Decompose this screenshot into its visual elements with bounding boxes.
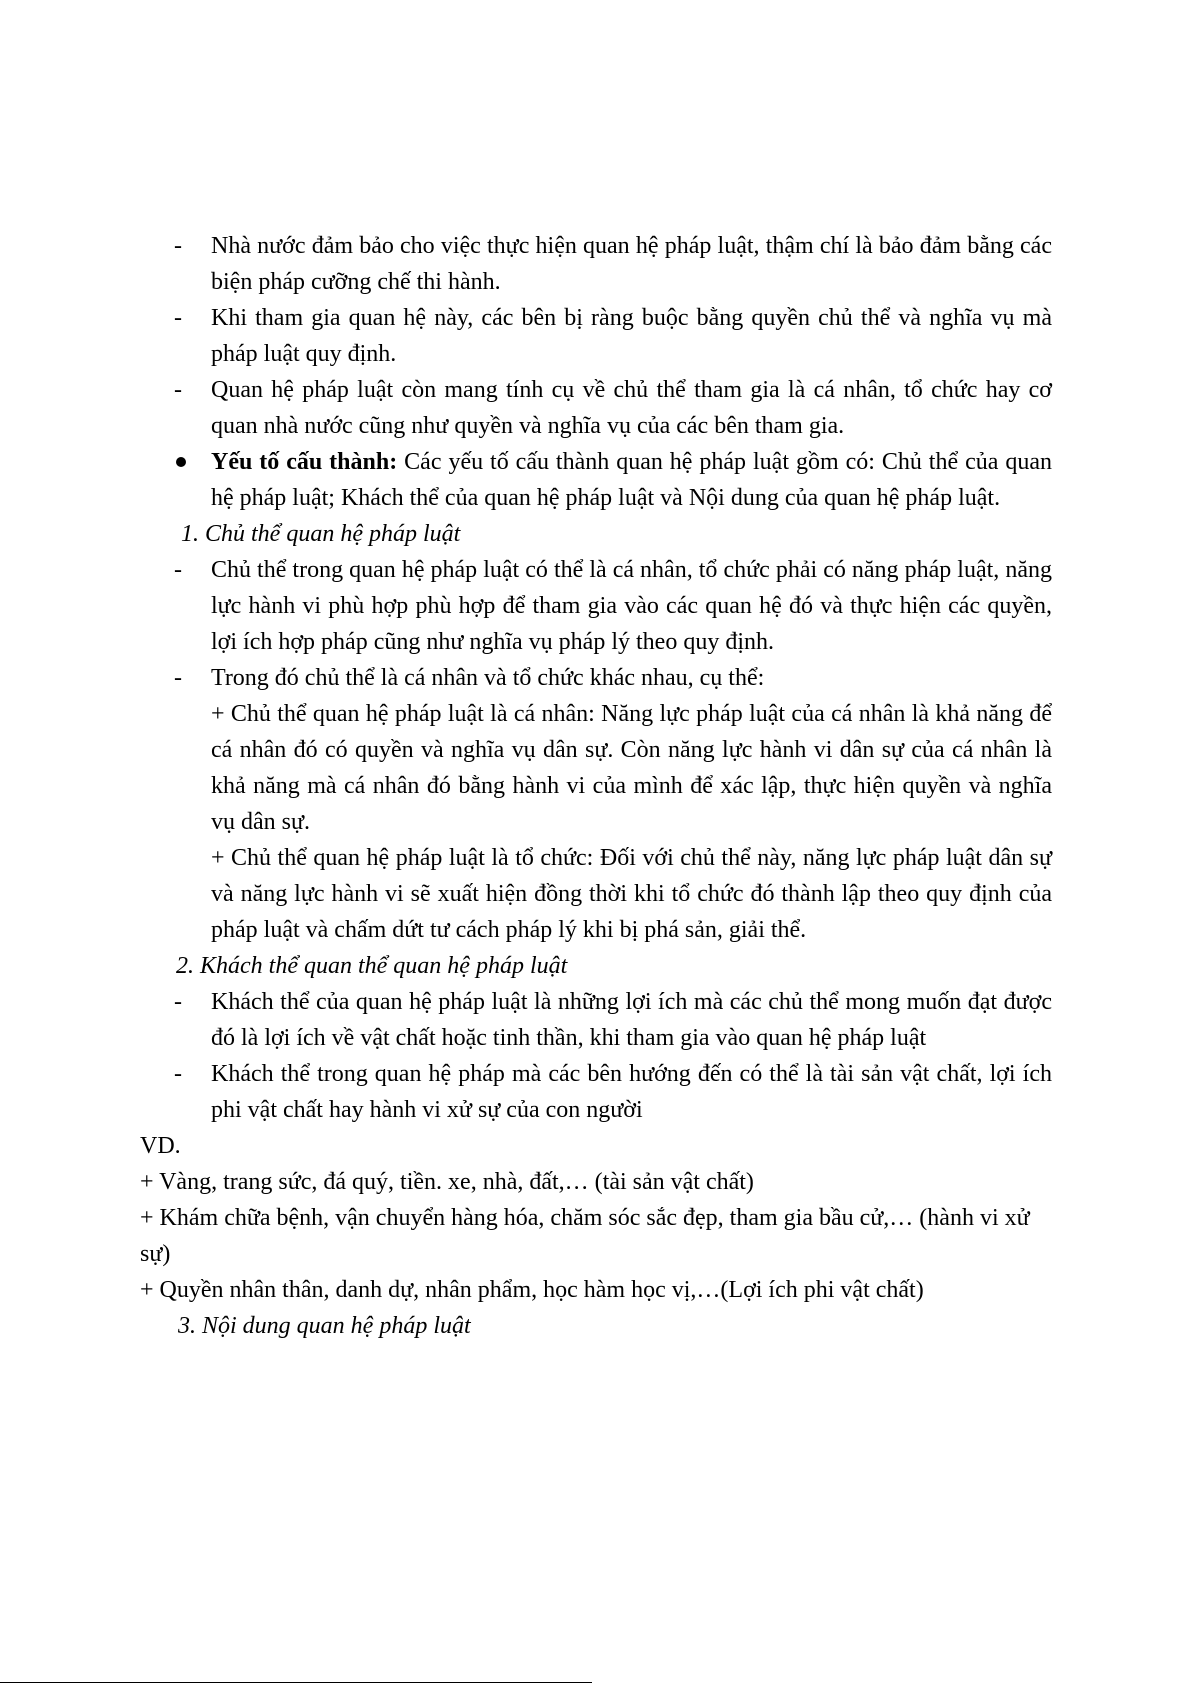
- document-body: [140, 228, 1052, 1344]
- components-text: Các yếu tố cấu thành quan hệ pháp luật gồm có: Chủ thể của quan hệ pháp luật; Khách thể của quan hệ pháp luật và Nội dung của quan hệ pháp luật.: [211, 449, 1052, 511]
- list-item: [140, 660, 1052, 696]
- subpoint-organization: + Chủ thể quan hệ pháp luật là tổ chức: Đối với chủ thể này, năng lực pháp luật dân sự và năng lực hành vi sẽ xuất hiện đồng thời khi tổ chức đó thành lập theo quy định của pháp luật và chấm dứt tư cách pháp lý khi bị phá sản, giải thể.: [211, 845, 1052, 943]
- list-item: [140, 372, 1052, 444]
- example-line: + Quyền nhân thân, danh dự, nhân phẩm, học hàm học vị,…(Lợi ích phi vật chất): [140, 1277, 924, 1303]
- list-item: [140, 228, 1052, 300]
- list-item-text: Khách thể của quan hệ pháp luật là những lợi ích mà các chủ thể mong muốn đạt được đó là lợi ích về vật chất hoặc tinh thần, khi tham gia vào quan hệ pháp luật: [211, 989, 1052, 1051]
- section-2-heading: 2. Khách thể quan thể quan hệ pháp luật: [176, 953, 568, 979]
- section-1-heading: 1. Chủ thể quan hệ pháp luật: [181, 521, 461, 547]
- list-item-text: Nhà nước đảm bảo cho việc thực hiện quan hệ pháp luật, thậm chí là bảo đảm bằng các biện pháp cưỡng chế thi hành.: [211, 233, 1052, 295]
- section-3-heading: 3. Nội dung quan hệ pháp luật: [178, 1313, 471, 1339]
- example-line: + Vàng, trang sức, đá quý, tiền. xe, nhà, đất,… (tài sản vật chất): [140, 1169, 754, 1195]
- components-label: Yếu tố cấu thành:: [211, 449, 398, 475]
- list-item-text: Khi tham gia quan hệ này, các bên bị ràng buộc bằng quyền chủ thể và nghĩa vụ mà pháp luật quy định.: [211, 305, 1052, 367]
- subpoint-individual: + Chủ thể quan hệ pháp luật là cá nhân: Năng lực pháp luật của cá nhân là khả năng để cá nhân đó có quyền và nghĩa vụ dân sự. Còn năng lực hành vi dân sự của cá nhân là khả năng mà cá nhân đó bằng hành vi của mình để xác lập, thực hiện quyền và nghĩa vụ dân sự.: [211, 701, 1052, 835]
- list-item: [140, 552, 1052, 660]
- dash-marker: -: [174, 305, 182, 331]
- dash-marker: -: [174, 557, 182, 583]
- list-item-text: Chủ thể trong quan hệ pháp luật có thể là cá nhân, tổ chức phải có năng pháp luật, năng lực hành vi phù hợp phù hợp để tham gia vào các quan hệ đó và thực hiện các quyền, lợi ích hợp pháp cũng như nghĩa vụ pháp lý theo quy định.: [211, 557, 1052, 655]
- dash-marker: -: [174, 665, 182, 691]
- dash-marker: -: [174, 233, 182, 259]
- components-bullet: [140, 444, 1052, 516]
- example-line: + Khám chữa bệnh, vận chuyển hàng hóa, chăm sóc sắc đẹp, tham gia bầu cử,… (hành vi xử sự): [140, 1205, 1030, 1267]
- list-item: [140, 1056, 1052, 1128]
- list-item-text: Khách thể trong quan hệ pháp mà các bên hướng đến có thể là tài sản vật chất, lợi ích phi vật chất hay hành vi xử sự của con người: [211, 1061, 1052, 1123]
- bullet-dot-icon: [176, 457, 186, 467]
- dash-marker: -: [174, 1061, 182, 1087]
- list-item: [140, 300, 1052, 372]
- dash-marker: -: [174, 989, 182, 1015]
- footer-divider: [0, 1682, 592, 1683]
- list-item: [140, 984, 1052, 1056]
- examples-label: VD.: [140, 1133, 181, 1159]
- dash-marker: -: [174, 377, 182, 403]
- list-item-text: Trong đó chủ thể là cá nhân và tổ chức khác nhau, cụ thể:: [211, 665, 765, 691]
- list-item-text: Quan hệ pháp luật còn mang tính cụ về chủ thể tham gia là cá nhân, tổ chức hay cơ quan nhà nước cũng như quyền và nghĩa vụ của các bên tham gia.: [211, 377, 1052, 439]
